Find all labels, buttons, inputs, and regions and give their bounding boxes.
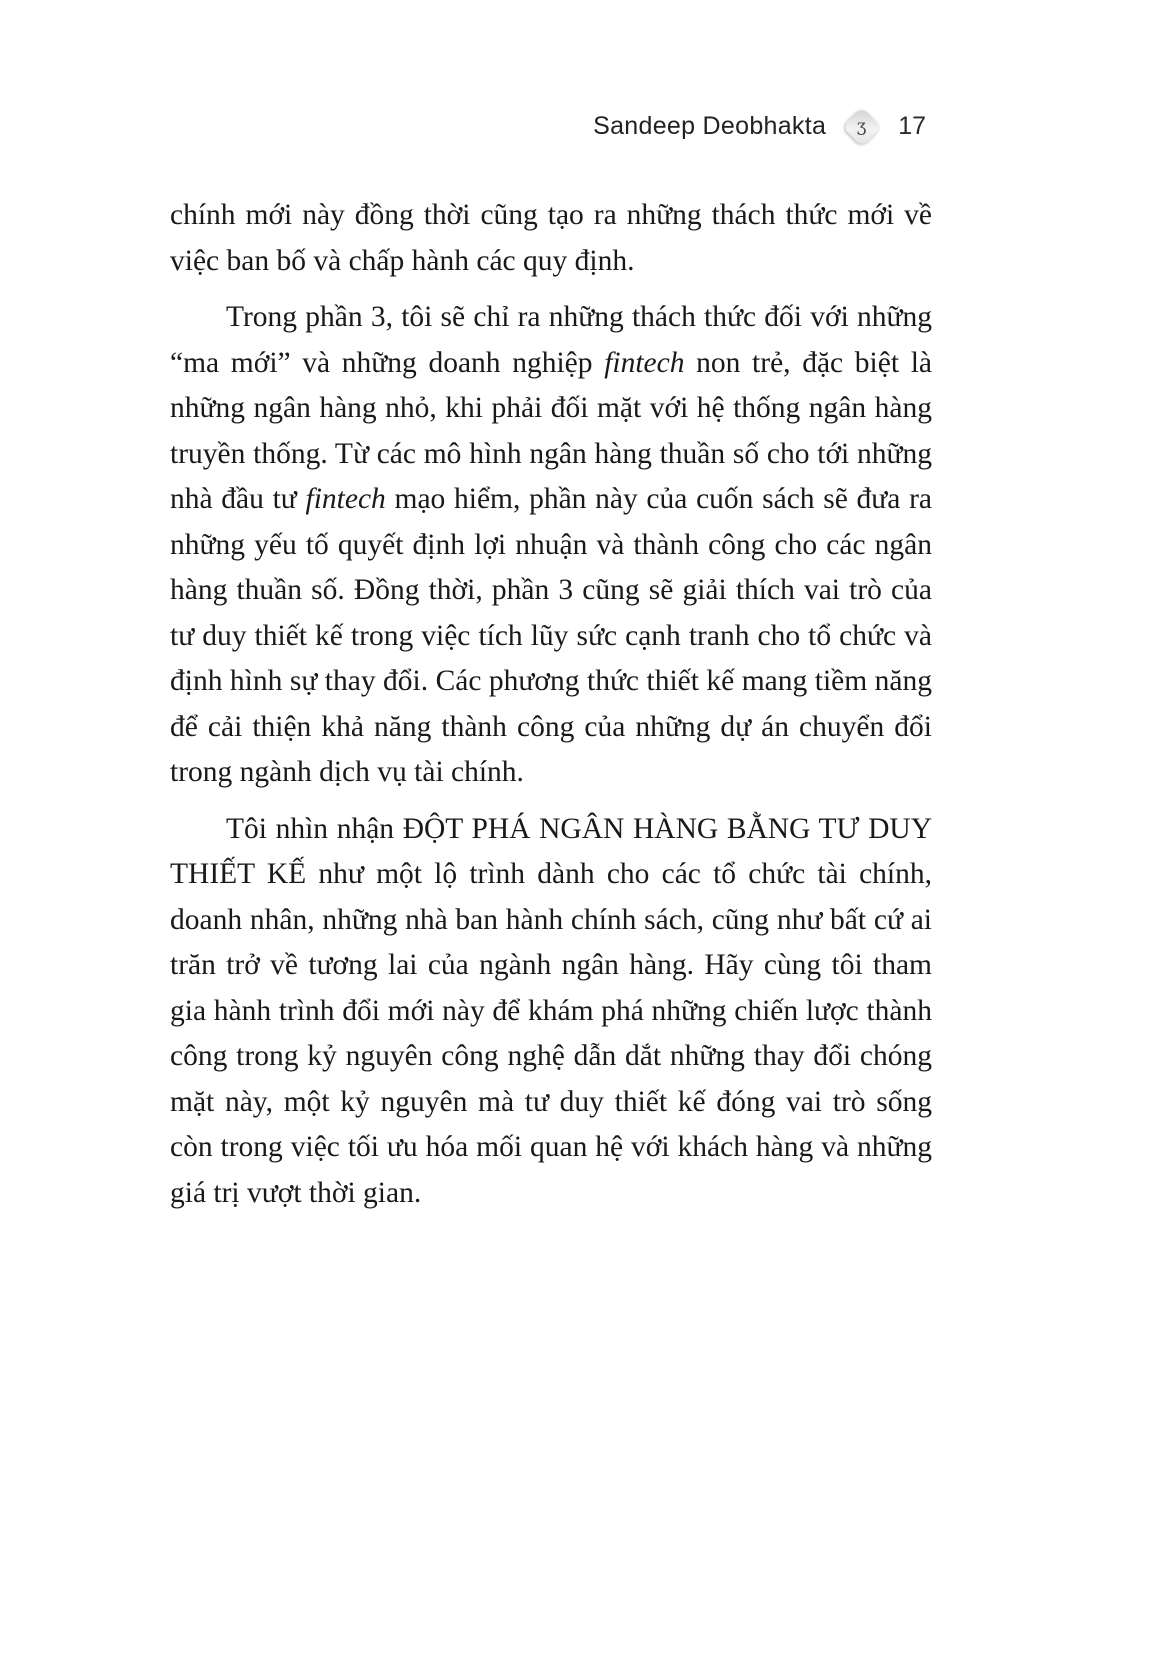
paragraph <box>170 193 932 284</box>
text-run: Tôi nhìn nhận ĐỘT PHÁ NGÂN HÀNG BẰNG TƯ DUY THIẾT KẾ như một lộ trình dành cho các tổ chức tài chính, doanh nhân, những nhà ban hành chính sách, cũng như bất cứ ai trăn trở về tương lai của ngành ngân hàng. Hãy cùng tôi tham gia hành trình đổi mới này để khám phá những chiến lược thành công trong kỷ nguyên công nghệ dẫn dắt những thay đổi chóng mặt này, một kỷ nguyên mà tư duy thiết kế đóng vai trò sống còn trong việc tối ưu hóa mối quan hệ với khách hàng và những giá trị vượt thời gian. <box>170 812 932 1209</box>
italic-text: fintech <box>305 483 386 515</box>
body-text <box>170 193 932 1216</box>
text-run: Trong phần 3, tôi sẽ chỉ ra những thách thức đối với những “ma mới” và những doanh nghiệp <box>170 301 932 379</box>
publisher-badge-glyph: ʒ <box>857 115 867 136</box>
italic-text: fintech <box>604 346 685 379</box>
text-run: non trẻ, đặc biệt là những ngân hàng nhỏ, khi phải đối mặt với hệ thống ngân hàng truyền thống. Từ các mô hình ngân hàng thuần số cho tới những nhà đầu tư <box>170 346 933 515</box>
paragraph <box>170 295 932 796</box>
author-name: Sandeep Deobhakta <box>593 112 827 140</box>
page-number: 17 <box>898 112 926 140</box>
text-column <box>170 112 932 1227</box>
running-header <box>170 112 932 141</box>
paragraph <box>170 807 932 1217</box>
text-run: chính mới này đồng thời cũng tạo ra những thách thức mới về việc ban bố và chấp hành các quy định. <box>170 199 932 277</box>
publisher-badge-icon <box>842 107 882 147</box>
text-run: mạo hiểm, phần này của cuốn sách sẽ đưa ra những yếu tố quyết định lợi nhuận và thành công cho các ngân hàng thuần số. Đồng thời, phần 3 cũng sẽ giải thích vai trò của tư duy thiết kế trong việc tích lũy sức cạnh tranh cho tổ chức và định hình sự thay đổi. Các phương thức thiết kế mang tiềm năng để cải thiện khả năng thành công của những dự án chuyển đổi trong ngành dịch vụ tài chính. <box>170 483 933 788</box>
